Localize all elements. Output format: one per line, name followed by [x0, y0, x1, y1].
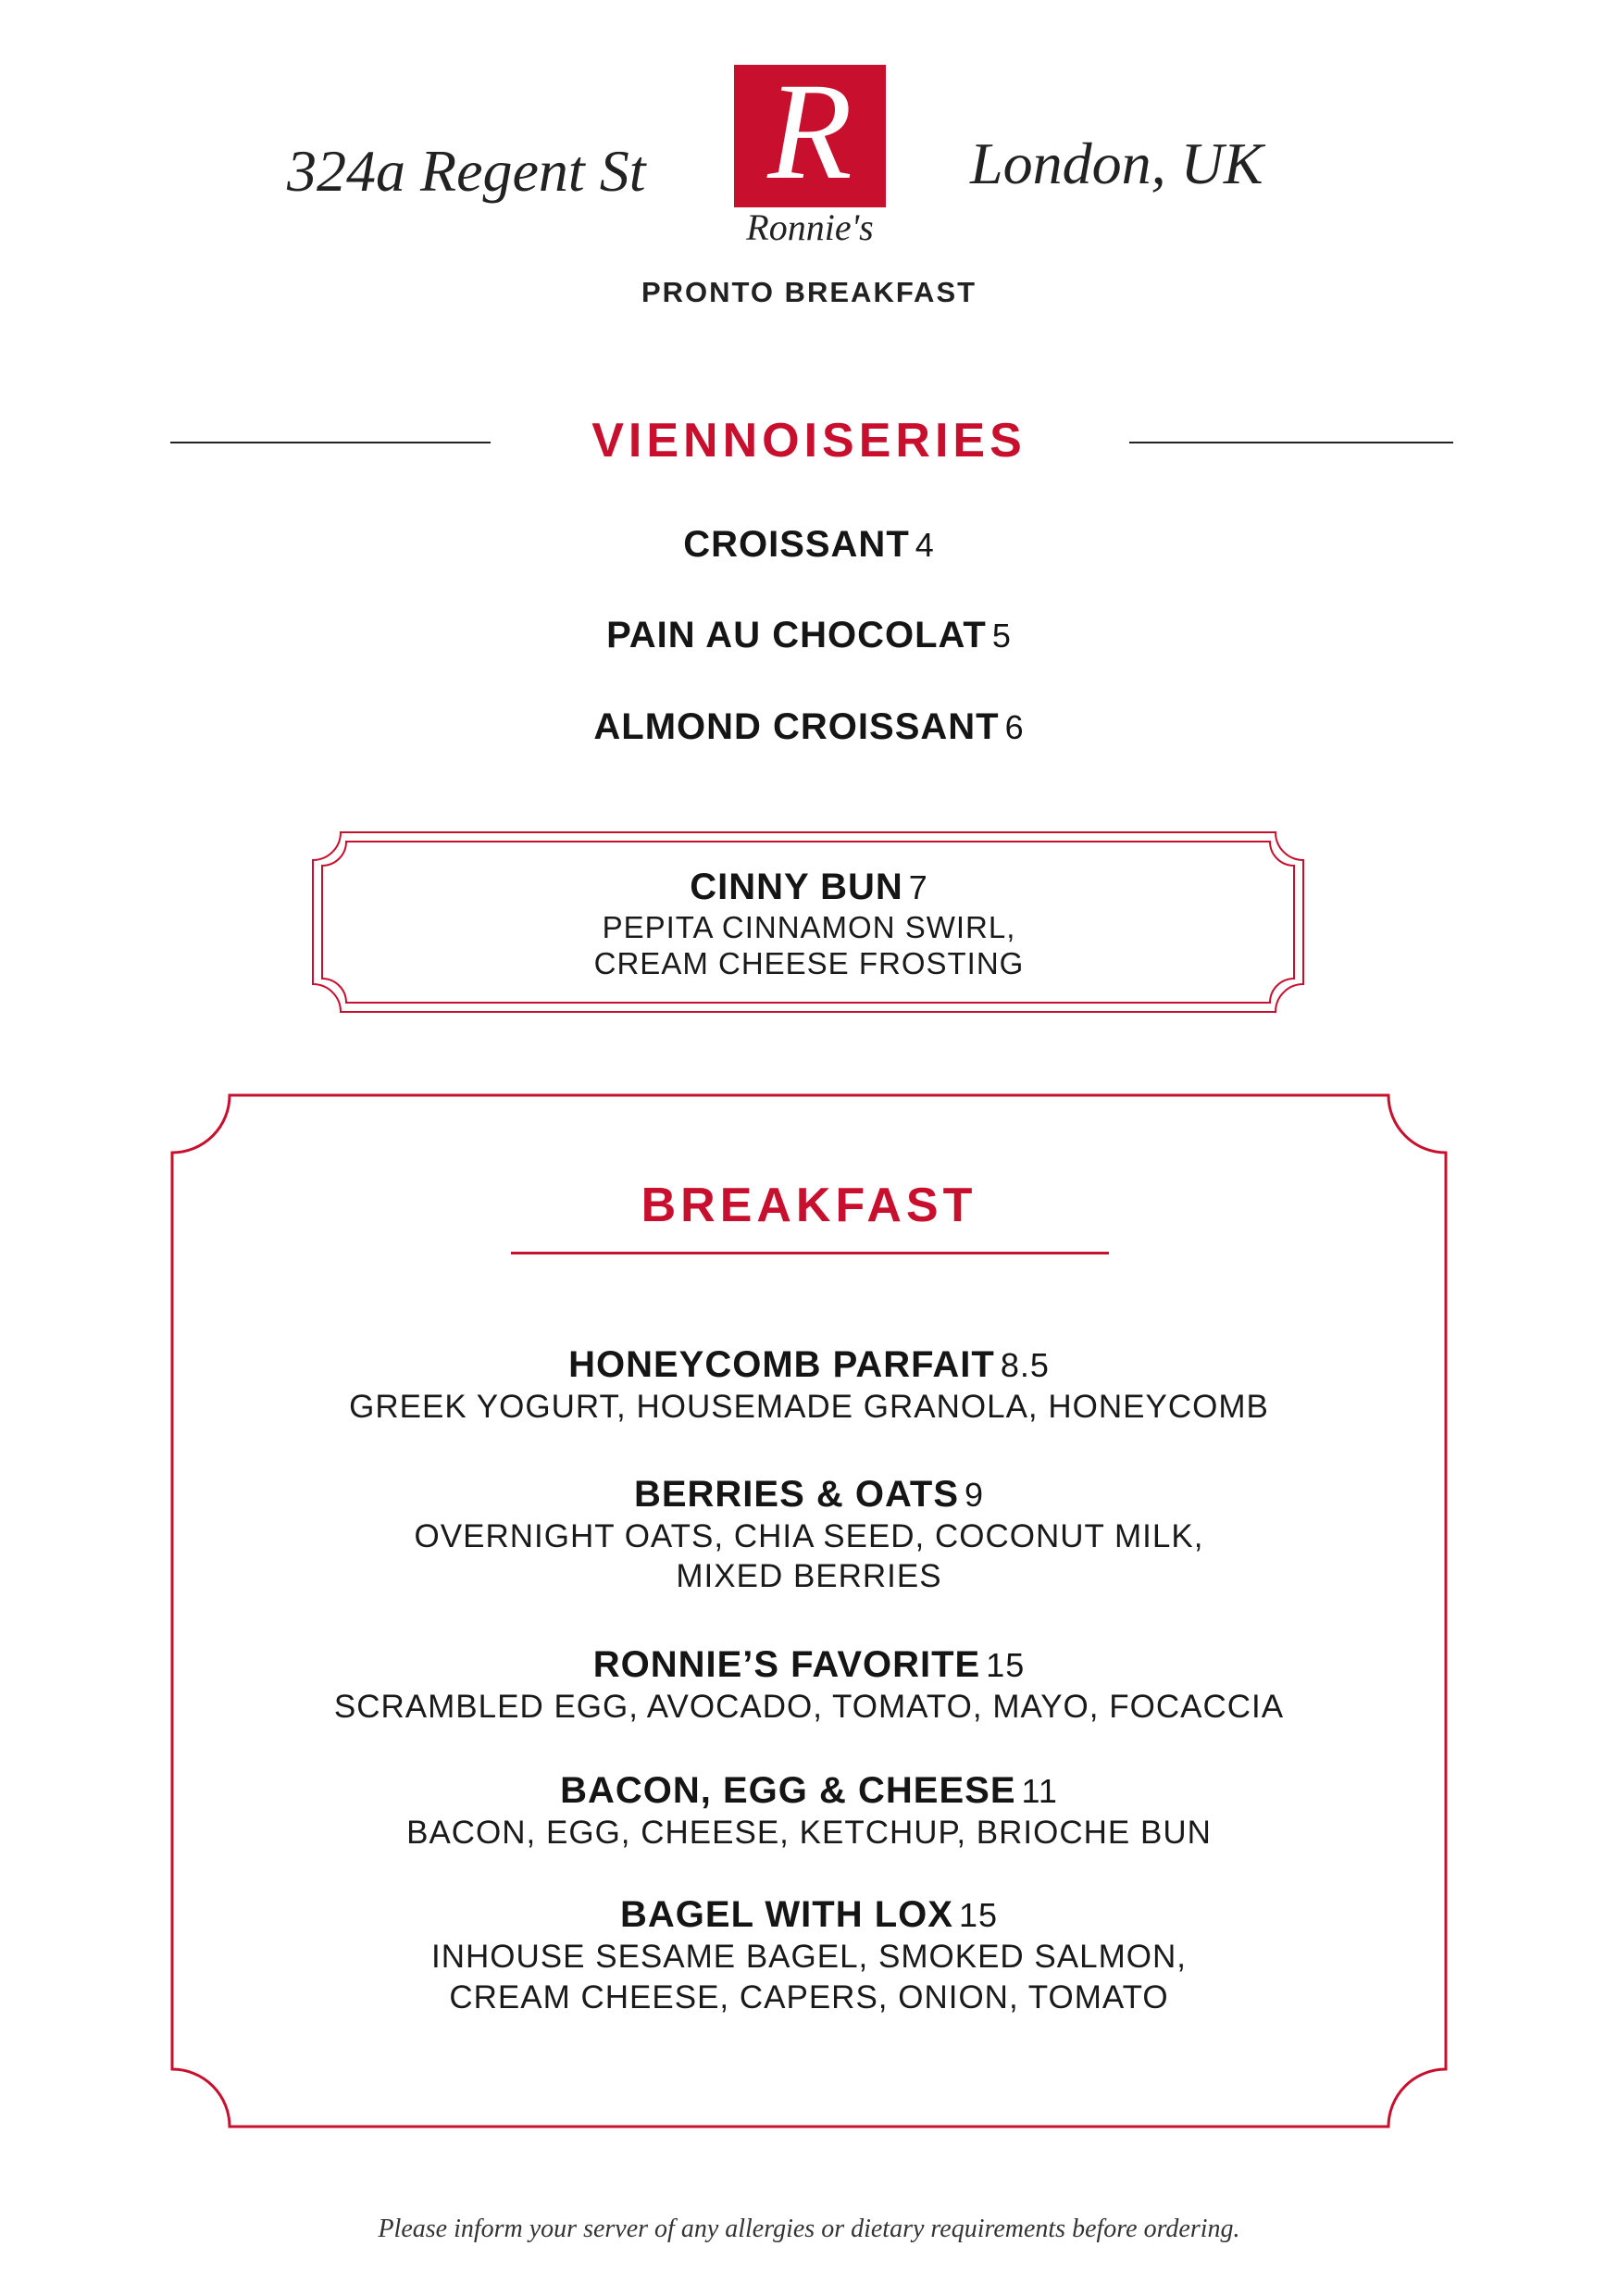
item-desc: SCRAMBLED EGG, AVOCADO, TOMATO, MAYO, FOCACCIA [333, 1689, 1285, 1725]
address-left: 324a Regent St [287, 138, 646, 204]
item-name: CROISSANT [683, 524, 910, 565]
item-name: BACON, EGG & CHEESE [560, 1770, 1016, 1811]
item-price: 9 [965, 1476, 985, 1514]
footer-allergy-note: Please inform your server of any allergies or dietary requirements before ordering. [378, 2215, 1240, 2243]
item-price: 7 [908, 868, 928, 906]
special-desc-line1: PEPITA CINNAMON SWIRL, [602, 910, 1016, 944]
item-price: 8.5 [1000, 1346, 1050, 1384]
item-desc: CREAM CHEESE, CAPERS, ONION, TOMATO [449, 1979, 1169, 2015]
menu-item-berries-oats [0, 1474, 1618, 1516]
item-name: BAGEL WITH LOX [620, 1894, 953, 1935]
item-name: BERRIES & OATS [633, 1474, 960, 1515]
menu-item-croissant [0, 524, 1618, 566]
special-desc-line2: CREAM CHEESE FROSTING [593, 946, 1025, 980]
item-name: HONEYCOMB PARFAIT [568, 1344, 995, 1385]
item-price: 11 [1021, 1772, 1058, 1810]
item-desc: OVERNIGHT OATS, CHIA SEED, COCONUT MILK, [414, 1518, 1204, 1554]
item-desc: MIXED BERRIES [676, 1558, 942, 1594]
item-price: 15 [986, 1646, 1026, 1684]
item-desc: GREEK YOGURT, HOUSEMADE GRANOLA, HONEYCOMB [349, 1389, 1269, 1425]
menu-item-bagel-with-lox [0, 1894, 1618, 1936]
item-name: ALMOND CROISSANT [593, 706, 1000, 747]
item-name: CINNY BUN [690, 867, 903, 907]
tagline: PRONTO BREAKFAST [641, 276, 977, 308]
menu-item-bacon-egg-cheese [0, 1770, 1618, 1812]
item-price: 4 [915, 526, 935, 564]
item-price: 5 [991, 617, 1012, 655]
item-price: 15 [958, 1896, 998, 1934]
breakfast-underline [511, 1252, 1109, 1254]
item-name: PAIN AU CHOCOLAT [606, 615, 987, 655]
item-price: 6 [1004, 708, 1025, 746]
menu-item-pain-au-chocolat [0, 615, 1618, 656]
menu-item-almond-croissant [0, 706, 1618, 748]
logo-wordmark: Ronnie's [746, 206, 874, 248]
menu-item-ronnies-favorite [0, 1644, 1618, 1686]
logo-letter: R [767, 55, 853, 208]
address-right: London, UK [970, 131, 1263, 196]
item-name: RONNIE’S FAVORITE [592, 1644, 981, 1685]
item-desc: BACON, EGG, CHEESE, KETCHUP, BRIOCHE BUN [406, 1815, 1212, 1851]
menu-item-honeycomb-parfait [0, 1344, 1618, 1386]
menu-item-cinny-bun [0, 867, 1618, 908]
viennoiseries-title: VIENNOISERIES [591, 414, 1027, 468]
item-desc: INHOUSE SESAME BAGEL, SMOKED SALMON, [431, 1939, 1187, 1975]
breakfast-title: BREAKFAST [641, 1179, 977, 1232]
